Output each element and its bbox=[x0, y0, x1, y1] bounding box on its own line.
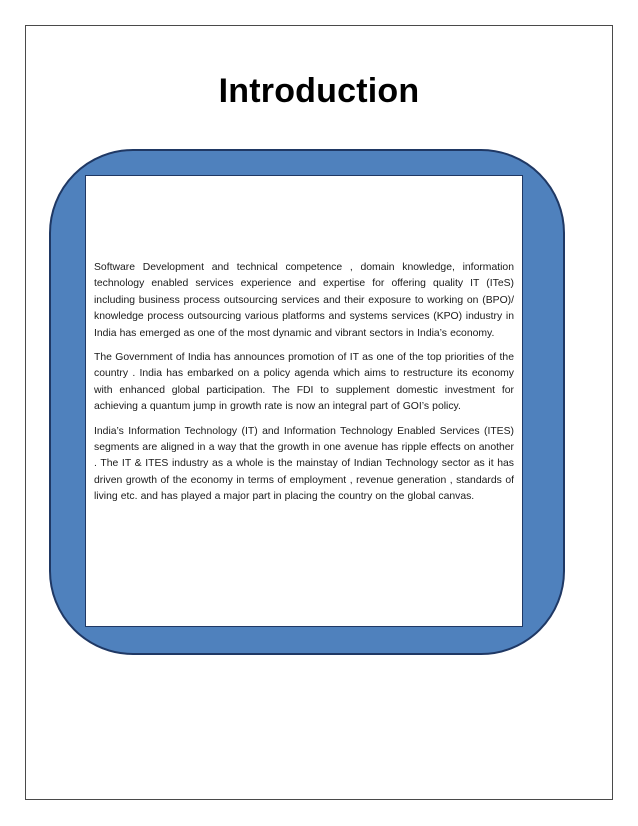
content-box bbox=[85, 175, 523, 627]
page-title: Introduction bbox=[218, 72, 420, 110]
paragraph-2: The Government of India has announces promotion of IT as one of the top priorities of the country . India has embarked on a policy agenda which aims to restructure its economy with enhanced global participation. The FDI to supplement domestic investment for achieving a quantum jump in growth rate is now an integral part of GOI’s policy. bbox=[94, 352, 514, 413]
paragraph-3: India’s Information Technology (IT) and Information Technology Enabled Services (ITES) segments are aligned in a way that the growth in one avenue has ripple effects on another . The IT & ITES industry as a whole is the mainstay of Indian Technology sector as it has driven growth of the economy in terms of employment , revenue generation , standards of living etc. and has played a major part in placing the country on the global canvas. bbox=[94, 425, 514, 503]
paragraph-1: Software Development and technical competence , domain knowledge, information technology enabled services experience and expertise for offering quality IT (ITeS) including business process outsourcing services and their exposure to working on (BPO)/ knowledge process outsourcing various platforms and systems services (KPO) industry in India has emerged as one of the most dynamic and vibrant sectors in India’s economy. bbox=[94, 262, 514, 339]
